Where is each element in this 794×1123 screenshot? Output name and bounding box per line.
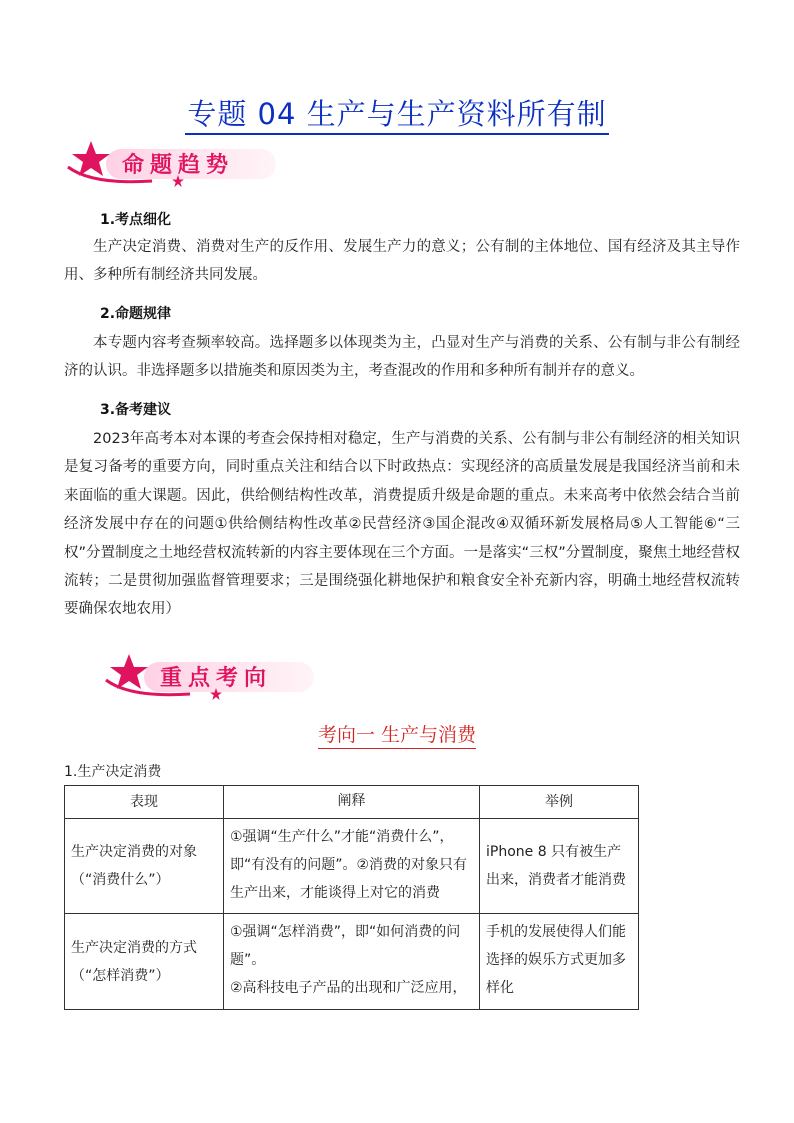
banner-title: 重点考向 [160,666,273,691]
table-row [65,914,639,1010]
table-label: 1.生产决定消费 [64,764,162,780]
table-cell: ①强调“生产什么”才能“消费什么”，即“有没有的问题”。②消费的对象只有生产出来，才能谈得上对它的消费 [224,819,480,914]
table-cell: 生产决定消费的对象（“消费什么”） [65,819,224,914]
section-heading-2: 2.命题规律 [100,306,172,322]
table-cell [224,914,480,1010]
header-cell: 阐释 [224,786,480,819]
header-cell: 表现 [65,786,224,819]
table-cell: 手机的发展使得人们能选择的娱乐方式更加多样化 [480,914,639,1010]
section-heading-3: 3.备考建议 [100,402,172,418]
section-heading-1: 1.考点细化 [100,212,172,228]
star-icon [68,139,114,179]
section-text-2: 本专题内容考查频率较高。选择题多以体现类为主，凸显对生产与消费的关系、公有制与非公有制经济的认识。非选择题多以措施类和原因类为主，考查混改的作用和多种所有制并存的意义。 [64,335,740,380]
production-consumption-table [64,785,639,1010]
subheading: 考向一 生产与消费 [0,720,794,747]
table-row [65,819,639,914]
table-header-row [65,786,639,819]
cell-line: ②高科技电子产品的出现和广泛应用， [230,980,467,996]
banner-focus [100,658,360,698]
banner-title: 命题趋势 [122,153,235,178]
cell-line: ①强调“怎样消费”，即“如何消费的问题”。 [230,924,461,968]
section-text-1: 生产决定消费、消费对生产的反作用、发展生产力的意义；公有制的主体地位、国有经济及其主导作用、多种所有制经济共同发展。 [64,239,740,284]
banner-trend [62,145,322,185]
section-text-3: 2023年高考本对本课的考查会保持相对稳定，生产与消费的关系、公有制与非公有制经济的相关知识是复习备考的重要方向，同时重点关注和结合以下时政热点：实现经济的高质量发展是我国经济当前和未来面临的重大课题。因此，供给侧结构性改革，消费提质升级是命题的重点。未来高考中依然会结合当前经济发展中存在的问题①供给侧结构性改革②民营经济③国企混改④双循环新发展格局⑤人工智能⑥“三权”分置制度之土地经营权流转新的内容主要体现在三个方面。一是落实“三权”分置制度，聚焦土地经营权流转；二是贯彻加强监督管理要求；三是围绕强化耕地保护和粮食安全补充新内容，明确土地经营权流转要确保农地农用） [64,431,740,618]
page-title: 专题 04 生产与生产资料所有制 [0,92,794,133]
table-cell: 生产决定消费的方式（“怎样消费”） [65,914,224,1010]
star-icon [106,652,152,692]
header-cell: 举例 [480,786,639,819]
table-cell: iPhone 8 只有被生产出来，消费者才能消费 [480,819,639,914]
